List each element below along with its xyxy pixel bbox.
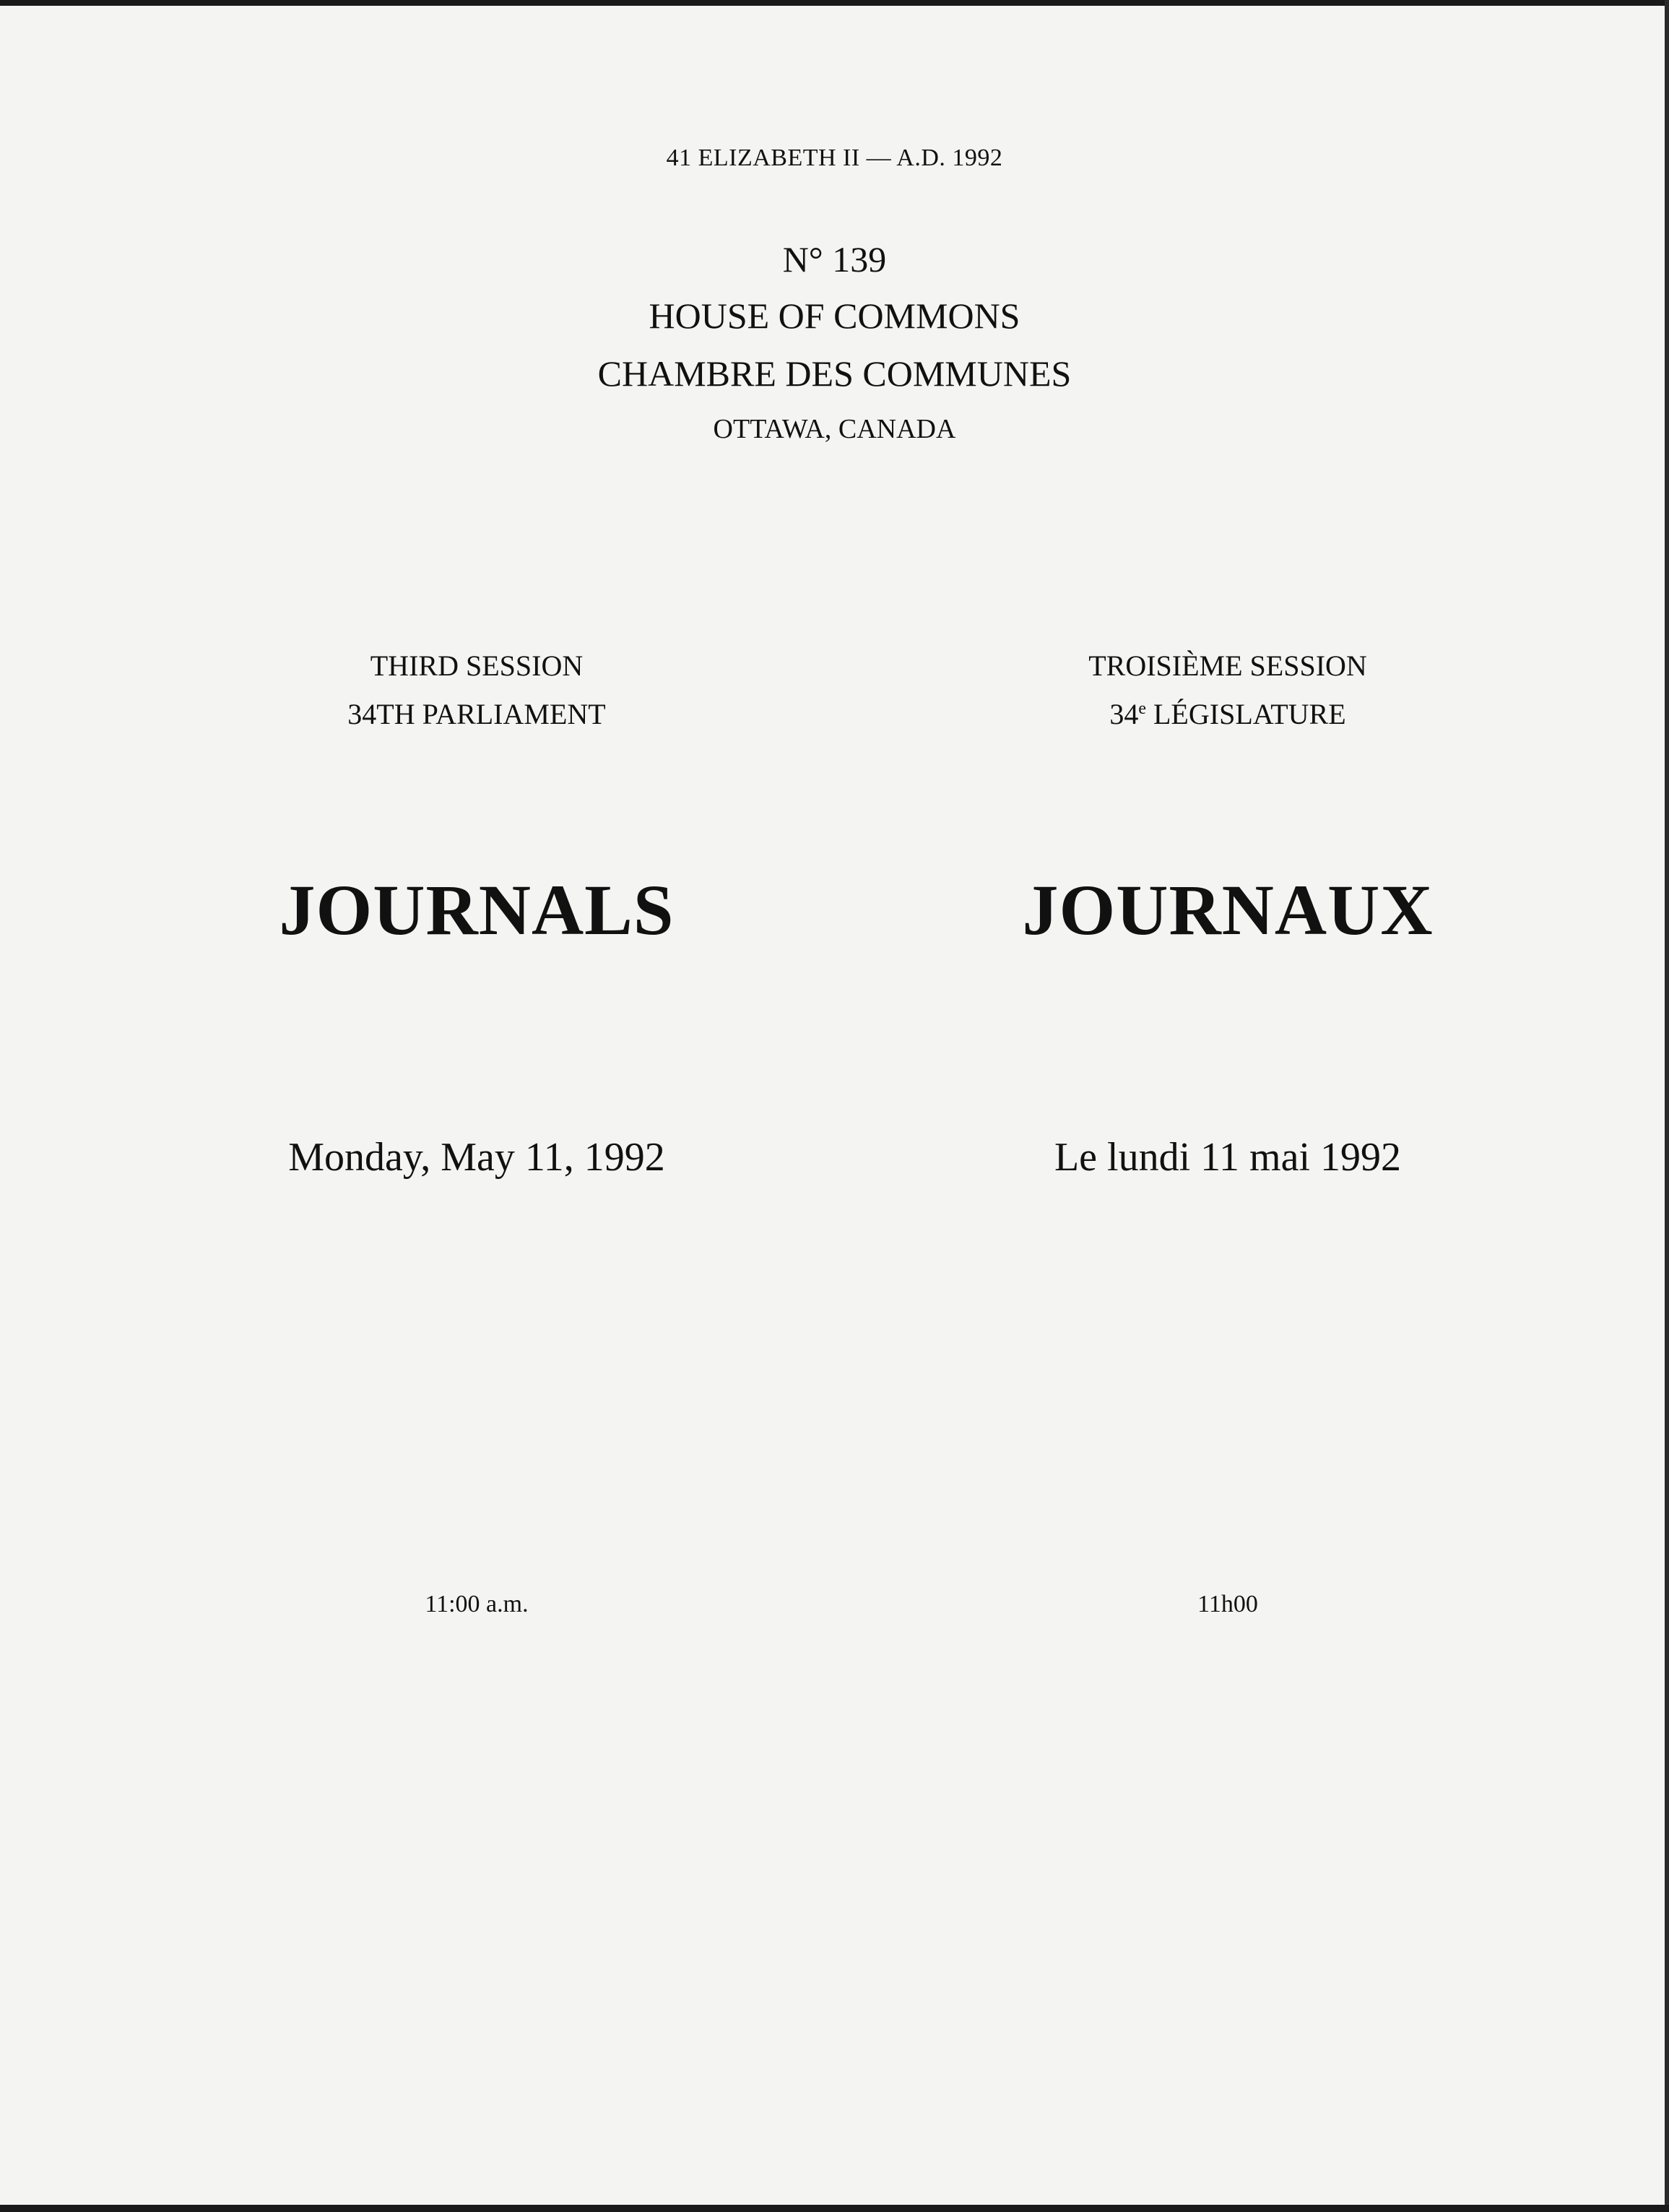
title-french: JOURNAUX	[1022, 870, 1434, 950]
date-english: Monday, May 11, 1992	[288, 1135, 665, 1180]
parliament-french	[939, 697, 1517, 731]
city-location: OTTAWA, CANADA	[713, 414, 956, 444]
house-name-english: HOUSE OF COMMONS	[649, 295, 1020, 336]
date-french: Le lundi 11 mai 1992	[1054, 1135, 1402, 1180]
top-border	[0, 0, 1669, 6]
regnal-year: 41 ELIZABETH II — A.D. 1992	[666, 144, 1003, 171]
session-english: THIRD SESSION	[370, 649, 584, 682]
house-name-french: CHAMBRE DES COMMUNES	[597, 353, 1072, 394]
time-english: 11:00 a.m.	[425, 1591, 529, 1617]
bottom-border	[0, 2205, 1669, 2212]
session-french: TROISIÈME SESSION	[1088, 649, 1367, 682]
parliament-french-number: 34	[1109, 698, 1139, 730]
parliament-french-word: LÉGISLATURE	[1146, 698, 1346, 730]
parliament-english: 34TH PARLIAMENT	[347, 698, 606, 730]
title-english: JOURNALS	[279, 870, 675, 950]
journal-number: N° 139	[782, 239, 887, 280]
time-french: 11h00	[1197, 1591, 1258, 1617]
parliament-french-suffix: e	[1138, 699, 1146, 718]
